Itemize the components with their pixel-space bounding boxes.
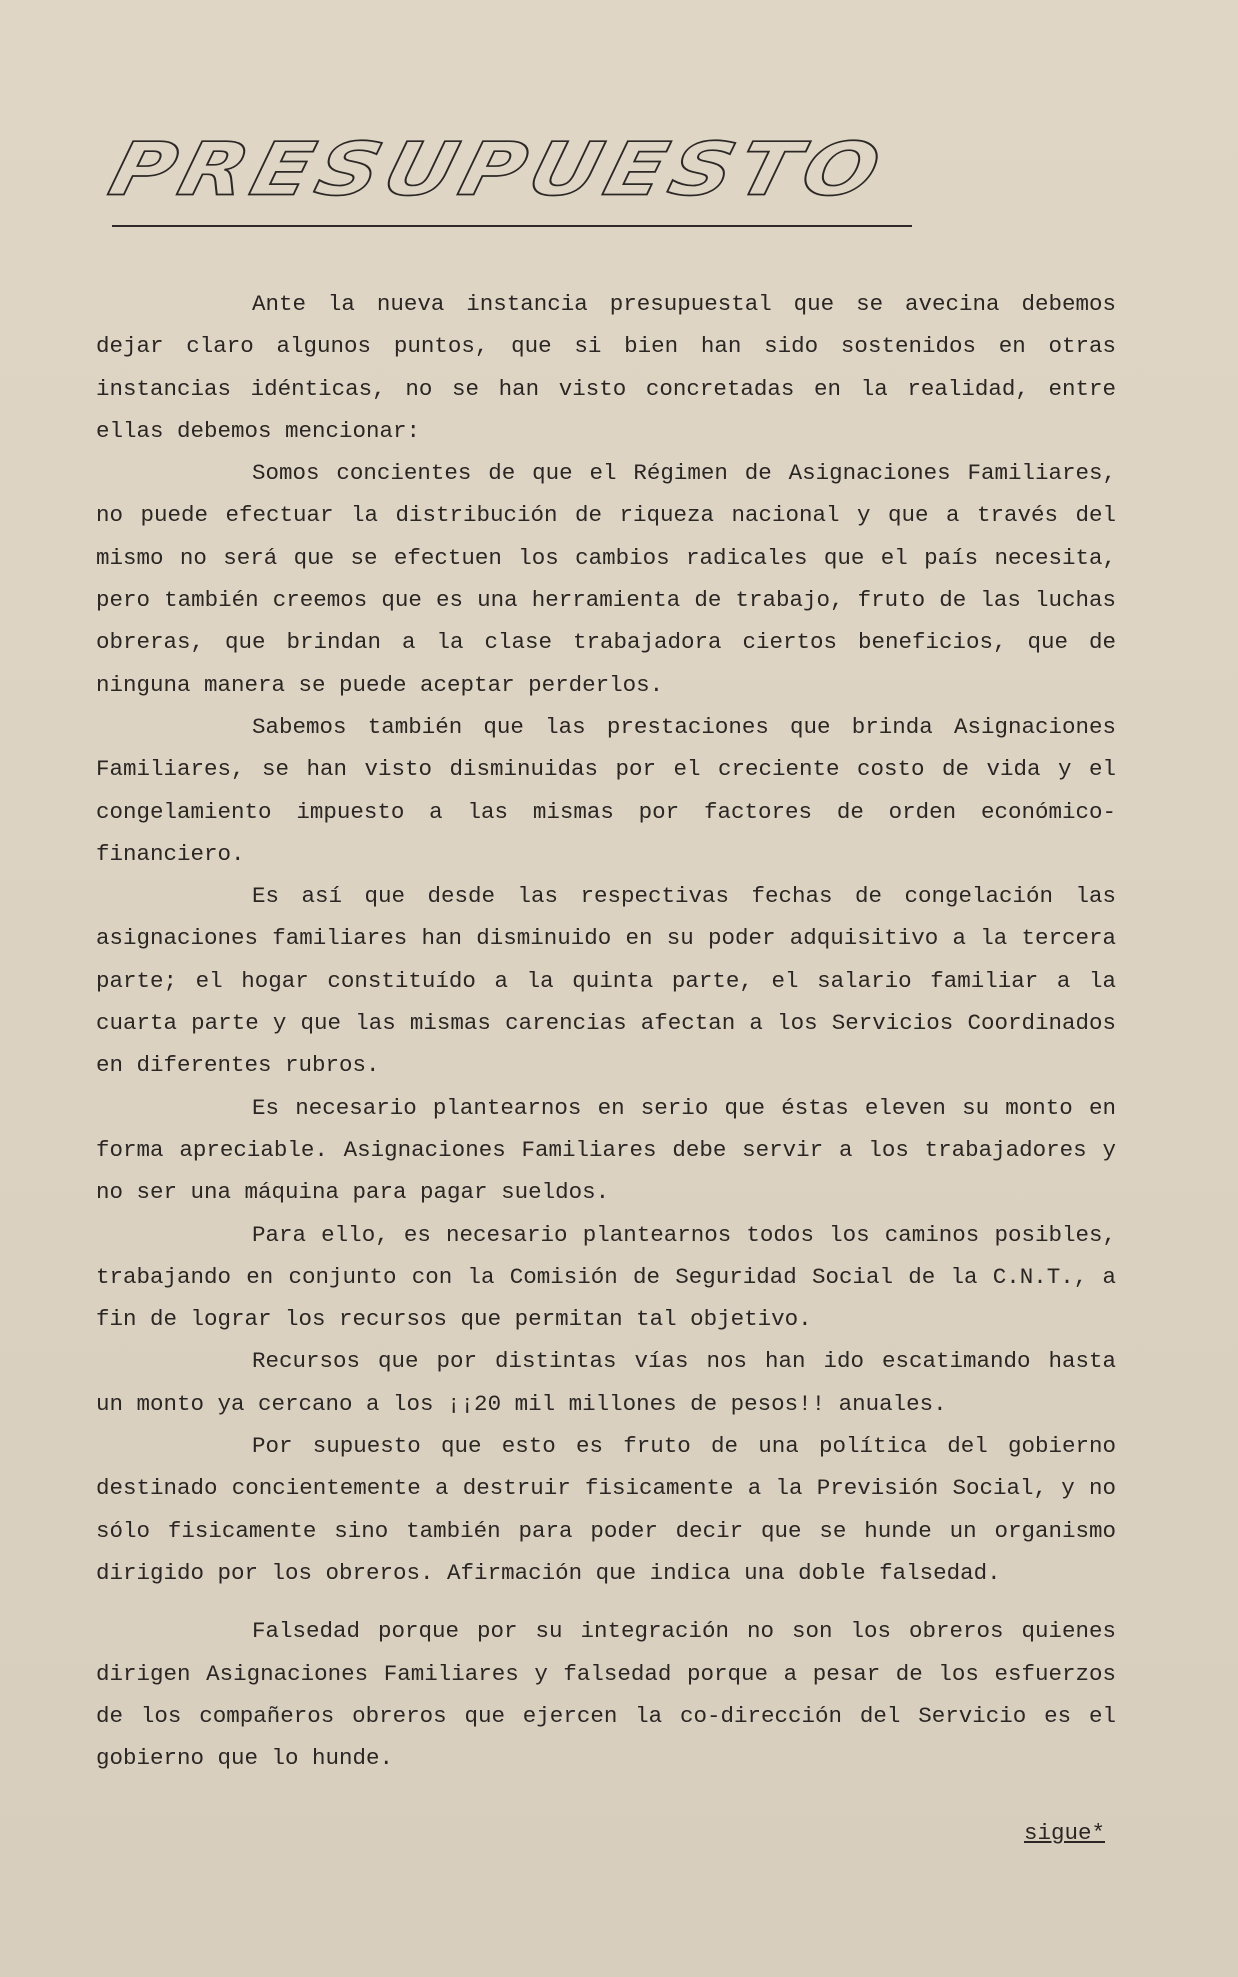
paragraph-5: Es necesario plantearnos en serio que éstas eleven su monto en forma apreciable. Asignaciones Familiares debe servir a los trabajadores y no ser una máquina para pagar sueldos. <box>96 1094 1116 1206</box>
paragraph-3: Sabemos también que las prestaciones que brinda Asignaciones Familiares, se han visto disminuidas por el creciente costo de vida y el congelamiento impuesto a las mismas por factores de orden económico-financiero. <box>96 713 1116 867</box>
continued-label: sigue* <box>1023 1820 1105 1846</box>
paragraph-4: Es así que desde las respectivas fechas de congelación las asignaciones familiares han disminuido en su poder adquisitivo a la tercera parte; el hogar constituído a la quinta parte, el salario familiar a la cuarta parte y que las mismas carencias afectan a los Servicios Coordinados en diferentes rubros. <box>96 883 1116 1079</box>
title-block <box>101 120 922 220</box>
paragraph-7: Recursos que por distintas vías nos han ido escatimando hasta un monto ya cercano a los ¡¡20 mil millones de pesos!! anuales. <box>96 1348 1116 1417</box>
paragraph-2: Somos concientes de que el Régimen de Asignaciones Familiares, no puede efectuar la distribución de riqueza nacional y que a través del mismo no será que se efectuen los cambios radicales que el país necesita, pero también creemos que es una herramienta de trabajo, fruto de las luchas obreras, que brindan a la clase trabajadora ciertos beneficios, que de ninguna manera se puede aceptar perderlos. <box>96 460 1116 698</box>
paragraph-1: Ante la nueva instancia presupuestal que se avecina debemos dejar claro algunos puntos, que si bien han sido sostenidos en otras instancias idénticas, no se han visto concretadas en la realidad, entre ellas debemos mencionar: <box>96 291 1116 444</box>
title-underline <box>112 225 912 227</box>
paragraph-9: Falsedad porque por su integración no son los obreros quienes dirigen Asignaciones Familiares y falsedad porque a pesar de los esfuerzos de los compañeros obreros que ejercen la co-dirección del Servicio es el gobierno que lo hunde. <box>96 1618 1116 1772</box>
paragraph-8: Por supuesto que esto es fruto de una política del gobierno destinado concientemente a destruir fisicamente a la Previsión Social, y no sólo fisicamente sino también para poder decir que se hunde un organismo dirigido por los obreros. Afirmación que indica una doble falsedad. <box>96 1433 1116 1586</box>
paragraph-6: Para ello, es necesario plantearnos todos los caminos posibles, trabajando en conjunto con la Comisión de Seguridad Social de la C.N.T., a fin de lograr los recursos que permitan tal objetivo. <box>96 1221 1116 1333</box>
document-title: PRESUPUESTO <box>101 127 894 213</box>
document-body <box>96 283 1116 1779</box>
